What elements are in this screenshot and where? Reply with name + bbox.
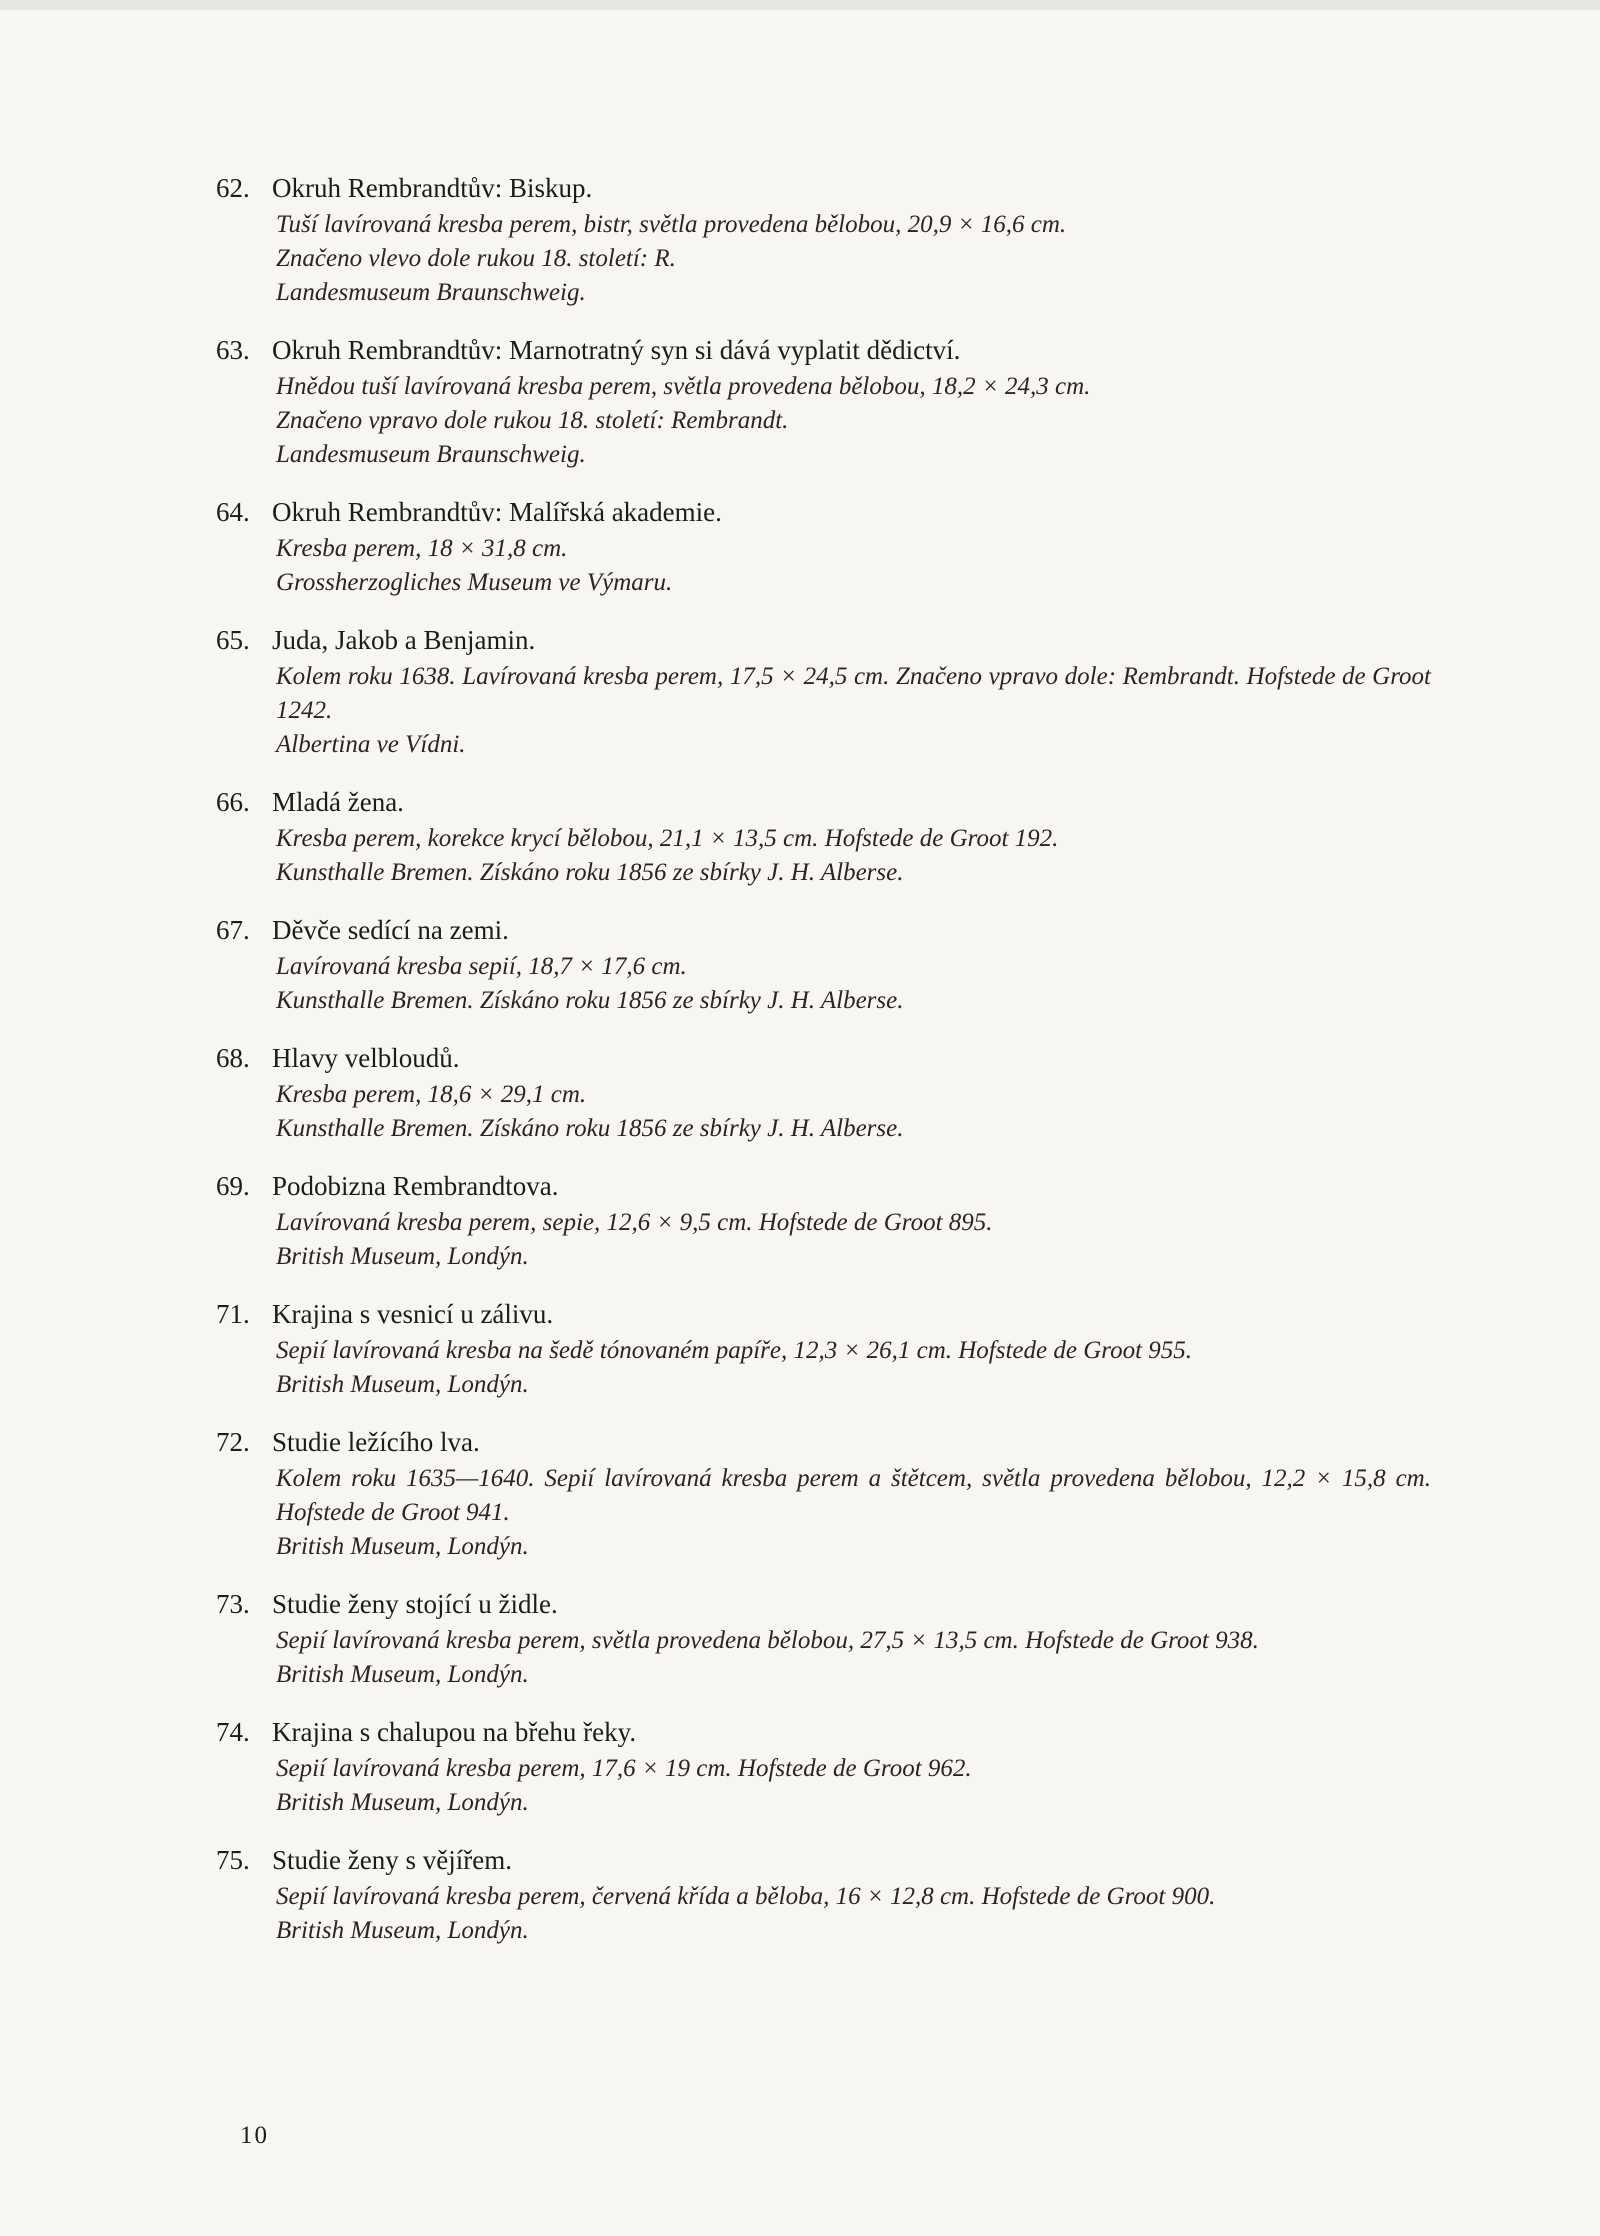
entry-detail-line: Albertina ve Vídni.	[276, 731, 466, 758]
entry-heading	[216, 1584, 1431, 1624]
entry-heading	[216, 168, 1431, 208]
catalog-entry	[216, 620, 1431, 762]
entry-detail-line: Kresba perem, korekce krycí bělobou, 21,1 × 13,5 cm. Hofstede de Groot 192.	[276, 825, 1059, 852]
entry-detail-line: Kolem roku 1638. Lavírovaná kresba perem, 17,5 × 24,5 cm. Značeno vpravo dole: Rembrandt. Hofstede de Groot 1242.	[276, 663, 1431, 724]
entry-number: 75.	[216, 1845, 250, 1875]
entry-detail-line: Hnědou tuší lavírovaná kresba perem, světla provedena bělobou, 18,2 × 24,3 cm.	[276, 373, 1091, 400]
entry-detail-line: British Museum, Londýn.	[276, 1917, 529, 1944]
entry-description	[276, 660, 1431, 762]
entry-detail-line: Značeno vpravo dole rukou 18. století: Rembrandt.	[276, 407, 789, 434]
entry-description	[276, 822, 1431, 890]
catalog-entry	[216, 1422, 1431, 1564]
entry-heading	[216, 620, 1431, 660]
entry-title: Studie ženy s vějířem.	[272, 1845, 512, 1875]
entry-number: 64.	[216, 497, 250, 527]
entry-title: Mladá žena.	[272, 787, 404, 817]
entry-title: Juda, Jakob a Benjamin.	[272, 625, 536, 655]
entry-description	[276, 1334, 1431, 1402]
entry-description	[276, 1206, 1431, 1274]
entry-detail-line: Značeno vlevo dole rukou 18. století: R.	[276, 245, 676, 272]
entry-description	[276, 1752, 1431, 1820]
entry-detail-line: British Museum, Londýn.	[276, 1533, 529, 1560]
entry-number: 74.	[216, 1717, 250, 1747]
entry-detail-line: Landesmuseum Braunschweig.	[276, 279, 586, 306]
entry-detail-line: Sepií lavírovaná kresba perem, červená křída a běloba, 16 × 12,8 cm. Hofstede de Groot 900.	[276, 1883, 1216, 1910]
entry-detail-line: Sepií lavírovaná kresba perem, 17,6 × 19 cm. Hofstede de Groot 962.	[276, 1755, 972, 1782]
entry-description	[276, 208, 1431, 310]
catalog-list	[216, 168, 1431, 1968]
entry-description	[276, 532, 1431, 600]
catalog-entry	[216, 1584, 1431, 1692]
entry-title: Studie ženy stojící u židle.	[272, 1589, 558, 1619]
entry-title: Krajina s chalupou na břehu řeky.	[272, 1717, 637, 1747]
catalog-entry	[216, 910, 1431, 1018]
entry-heading	[216, 1712, 1431, 1752]
entry-detail-line: Lavírovaná kresba perem, sepie, 12,6 × 9,5 cm. Hofstede de Groot 895.	[276, 1209, 993, 1236]
entry-description	[276, 370, 1431, 472]
entry-detail-line: Sepií lavírovaná kresba na šedě tónovaném papíře, 12,3 × 26,1 cm. Hofstede de Groot 955.	[276, 1337, 1193, 1364]
entry-detail-line: British Museum, Londýn.	[276, 1243, 529, 1270]
entry-detail-line: Landesmuseum Braunschweig.	[276, 441, 586, 468]
entry-heading	[216, 910, 1431, 950]
entry-title: Studie ležícího lva.	[272, 1427, 480, 1457]
entry-description	[276, 1624, 1431, 1692]
entry-number: 72.	[216, 1427, 250, 1457]
entry-description	[276, 950, 1431, 1018]
catalog-entry	[216, 1038, 1431, 1146]
catalog-entry	[216, 1166, 1431, 1274]
entry-detail-line: Tuší lavírovaná kresba perem, bistr, světla provedena bělobou, 20,9 × 16,6 cm.	[276, 211, 1067, 238]
entry-heading	[216, 1038, 1431, 1078]
entry-heading	[216, 1422, 1431, 1462]
entry-detail-line: Kresba perem, 18 × 31,8 cm.	[276, 535, 568, 562]
entry-number: 63.	[216, 335, 250, 365]
entry-detail-line: Kunsthalle Bremen. Získáno roku 1856 ze sbírky J. H. Alberse.	[276, 1115, 904, 1142]
catalog-entry	[216, 492, 1431, 600]
entry-title: Okruh Rembrandtův: Marnotratný syn si dává vyplatit dědictví.	[272, 335, 961, 365]
entry-heading	[216, 1840, 1431, 1880]
entry-title: Děvče sedící na zemi.	[272, 915, 509, 945]
entry-detail-line: British Museum, Londýn.	[276, 1371, 529, 1398]
entry-title: Okruh Rembrandtův: Malířská akademie.	[272, 497, 722, 527]
page-number: 10	[240, 2122, 269, 2149]
catalog-entry	[216, 1840, 1431, 1948]
entry-title: Hlavy velbloudů.	[272, 1043, 460, 1073]
entry-detail-line: Kunsthalle Bremen. Získáno roku 1856 ze sbírky J. H. Alberse.	[276, 859, 904, 886]
entry-number: 71.	[216, 1299, 250, 1329]
entry-number: 62.	[216, 173, 250, 203]
entry-detail-line: British Museum, Londýn.	[276, 1661, 529, 1688]
entry-detail-line: Kolem roku 1635—1640. Sepií lavírovaná kresba perem a štětcem, světla provedena bělobou, 12,2 × 15,8 cm. Hofstede de Groot 941.	[276, 1465, 1431, 1526]
entry-detail-line: Sepií lavírovaná kresba perem, světla provedena bělobou, 27,5 × 13,5 cm. Hofstede de Groot 938.	[276, 1627, 1259, 1654]
entry-description	[276, 1880, 1431, 1948]
entry-heading	[216, 330, 1431, 370]
entry-title: Okruh Rembrandtův: Biskup.	[272, 173, 593, 203]
entry-title: Krajina s vesnicí u zálivu.	[272, 1299, 554, 1329]
entry-heading	[216, 492, 1431, 532]
catalog-entry	[216, 330, 1431, 472]
entry-detail-line: Kunsthalle Bremen. Získáno roku 1856 ze sbírky J. H. Alberse.	[276, 987, 904, 1014]
entry-number: 65.	[216, 625, 250, 655]
catalog-entry	[216, 168, 1431, 310]
entry-title: Podobizna Rembrandtova.	[272, 1171, 559, 1201]
catalog-entry	[216, 1294, 1431, 1402]
entry-heading	[216, 1166, 1431, 1206]
entry-detail-line: Lavírovaná kresba sepií, 18,7 × 17,6 cm.	[276, 953, 687, 980]
catalog-entry	[216, 782, 1431, 890]
entry-number: 69.	[216, 1171, 250, 1201]
entry-number: 73.	[216, 1589, 250, 1619]
entry-detail-line: Grossherzogliches Museum ve Výmaru.	[276, 569, 673, 596]
page-edge	[0, 0, 1600, 10]
entry-number: 67.	[216, 915, 250, 945]
entry-detail-line: British Museum, Londýn.	[276, 1789, 529, 1816]
entry-detail-line: Kresba perem, 18,6 × 29,1 cm.	[276, 1081, 587, 1108]
entry-description	[276, 1078, 1431, 1146]
catalog-entry	[216, 1712, 1431, 1820]
entry-number: 66.	[216, 787, 250, 817]
entry-heading	[216, 1294, 1431, 1334]
entry-description	[276, 1462, 1431, 1564]
entry-heading	[216, 782, 1431, 822]
entry-number: 68.	[216, 1043, 250, 1073]
